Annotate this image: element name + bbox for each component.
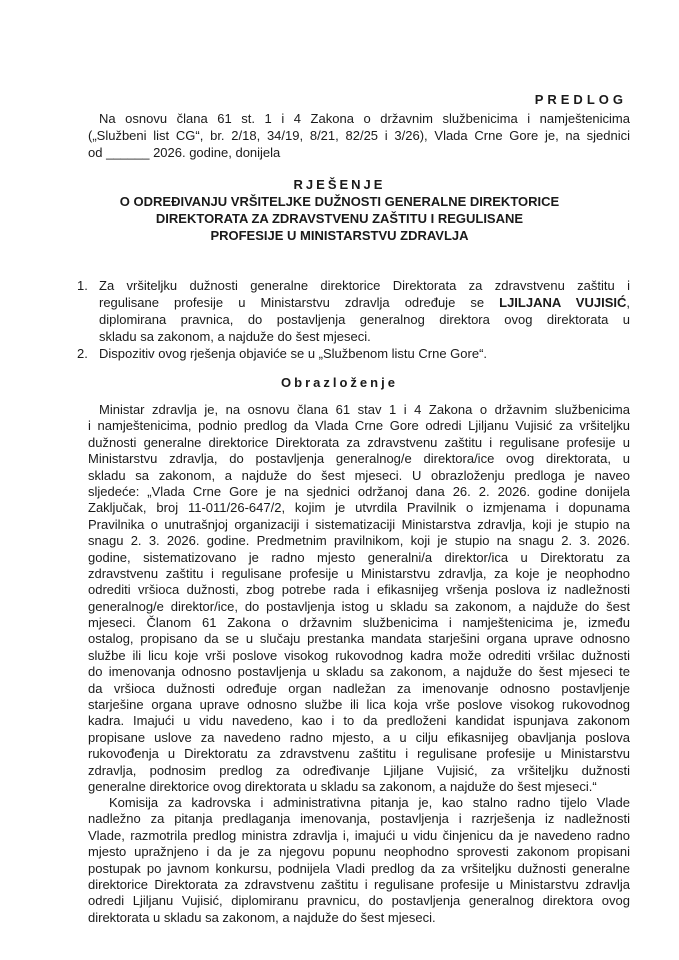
text-line: odrediti vršioca dužnosti, zbog potrebe rada i efikasnijeg vršenja poslova iz nadležnosti [88, 582, 630, 598]
proposal-label: PREDLOG [534, 92, 627, 107]
text-line: službe ili licu koje vrši poslove visokog rukovodnog kadra može odrediti vršilac dužnosti [88, 647, 630, 663]
text-line: od ______ 2026. godine, donijela [88, 145, 281, 160]
text-line: Pravilnika o unutrašnjoj organizaciji i sistematizaciji Ministarstva zdravlja, koji je stupio na [88, 516, 630, 532]
list-item-line [99, 294, 630, 311]
decision-title-line: DIREKTORATA ZA ZDRAVSTVENU ZAŠTITU I REGULISANE [155, 211, 524, 226]
text-line: („Službeni list CG“, br. 2/18, 34/19, 8/21, 82/25 i 3/26), Vlada Crne Gore je, na sjednici [88, 128, 630, 143]
appointee-name: LJILJANA VUJISIĆ [499, 295, 627, 310]
list-item-line: skladu sa zakonom, a najduže do šest mjeseci. [99, 329, 371, 344]
list-item-number: 2. [77, 346, 88, 361]
list-item-line: Dispozitiv ovog rješenja objaviće se u „Službenom listu Crne Gore“. [99, 346, 488, 361]
decision-title-line: O ODREĐIVANJU VRŠITELJKE DUŽNOSTI GENERALNE DIREKTORICE [119, 194, 560, 209]
preamble-paragraph [88, 110, 630, 161]
text-line: propisane uslove za navedeno radno mjesto, a u cilju efikasnijeg obavljanja poslova [88, 729, 630, 745]
text-line: sljedeće: „Vlada Crne Gore je na sjednici održanoj dana 26. 2. 2026. godine donijela [88, 483, 630, 499]
explanation-paragraph [88, 795, 630, 926]
text-line: Vlade, razmotrila predlog ministra zdravlja i, imajući u vidu činjenicu da je navedeno radno [88, 827, 630, 843]
text-line: da vršioca dužnosti određuje organ nadležan za imenovanje odnosno postavljenje [88, 680, 630, 696]
text-line: skladu sa zakonom, a najduže do šest mjeseci. U obrazloženju predloga je naveo [88, 467, 630, 483]
explanation-paragraph [88, 402, 630, 795]
list-item [77, 345, 630, 362]
list-item-text: regulisane profesije u Ministarstvu zdravlja određuje se [99, 295, 500, 310]
text-line: rukovođenja u Direktoratu za zdravstvenu zaštitu i regulisane profesije u Ministarstvu [88, 746, 630, 762]
text-line: generalne direktorice ovog direktorata u skladu sa zakonom, a najduže do šest mjeseci.“ [88, 778, 597, 794]
text-line: zdravstvenu zaštitu i regulisane profesije u Ministarstvu zdravlja, za koje je neophodno [88, 565, 630, 581]
text-line: kadra. Imajući u vidu navedeno, kao i to da predloženi kandidat ispunjava zakonom [88, 713, 630, 729]
text-line: Komisija za kadrovska i administrativna pitanja je, kao stalno radno tijelo Vlade [109, 795, 630, 810]
text-line: zdravlja, podnosim predlog za određivanje Ljiljane Vujisić, za vršiteljku dužnosti [88, 762, 630, 778]
decision-heading: RJEŠENJE [293, 177, 386, 192]
list-item-text: , [626, 295, 630, 310]
text-line: direktorata u skladu sa zakonom, a najduže do šest mjeseci. [88, 909, 436, 925]
text-line: snagu 2. 3. 2026. godine. Predmetnim pravilnikom, koji je stupio na snagu 2. 3. 2026. [88, 533, 630, 549]
text-line: do imenovanja odnosno postavljenja u skladu sa zakonom, a najduže do šest mjeseci te [88, 664, 630, 680]
list-item [77, 277, 630, 345]
text-line: Na osnovu člana 61 st. 1 i 4 Zakona o državnim službenicima i namještenicima [99, 111, 630, 126]
list-item-line: Za vršiteljku dužnosti generalne direktorice Direktorata za zdravstvenu zaštitu i [99, 278, 630, 293]
text-line: dužnosti generalne direktorice Direktorata za zdravstvenu zaštitu i regulisane profesije u [88, 434, 630, 450]
decision-title-line: PROFESIJE U MINISTARSTVU ZDRAVLJA [210, 228, 469, 243]
decision-items-list [77, 277, 630, 362]
text-line: ostalog, propisano da se u slučaju prestanka mandata starješini organa uprave odnosno [88, 631, 630, 647]
text-line: mjeseci. Članom 61 Zakona o državnim službenicima i namještenicima je, između [88, 615, 630, 631]
text-line: postupak po javnom konkursu, podnijela Vladi predlog da za vršiteljku dužnosti generalne [88, 860, 630, 876]
text-line: starješine organa uprave odnosno službe ili lica koja vrše poslove visokog rukovodnog [88, 697, 630, 713]
text-line: i namještenicima, podnio predlog da Vlada Crne Gore odredi Ljiljanu Vujisić za vršiteljku [88, 418, 630, 434]
text-line: mjesto upražnjeno i da je za njegovu popunu neophodno sprovesti zakonom propisani [88, 844, 630, 860]
explanation-heading: Obrazloženje [281, 375, 398, 390]
list-item-number: 1. [77, 278, 88, 293]
text-line: Ministarstvu zdravlja, do postavljenja generalnog/e direktora/ice ovog direktorata, u [88, 451, 630, 467]
text-line: Ministar zdravlja je, na osnovu člana 61 stav 1 i 4 Zakona o državnim službenicima [99, 402, 630, 417]
text-line: Zaključak, broj 11-011/26-647/2, kojim je utvrdila Pravilnik o izmjenama i dopunama [88, 500, 630, 516]
text-line: nadležno za pitanja predlaganja imenovanja, postavljenja i razrješenja iz nadležnosti [88, 811, 630, 827]
text-line: direktorice Direktorata za zdravstvenu zaštitu i regulisane profesije u Ministarstvu zdravlja [88, 876, 630, 892]
text-line: odredi Ljiljanu Vujisić, diplomiranu pravnicu, do postavljenja generalnog direktora ovog [88, 893, 630, 909]
list-item-line: diplomirana pravnica, do postavljenja generalnog direktora ovog direktorata u [99, 312, 630, 327]
text-line: godine, sistematizovano je radno mjesto generalni/a direktor/ica u Direktoratu za [88, 549, 630, 565]
text-line: generalnog/e direktor/ice, do postavljenja istog u skladu sa zakonom, a najduže do šest [88, 598, 630, 614]
